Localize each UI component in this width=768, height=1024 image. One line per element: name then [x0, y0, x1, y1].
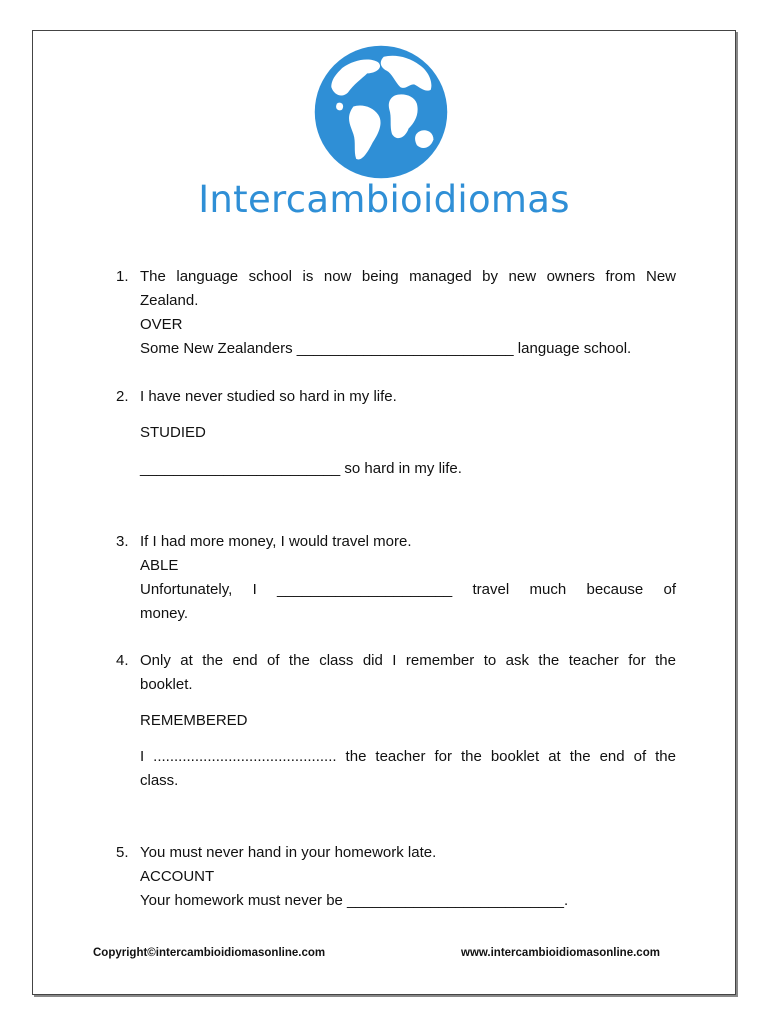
brand-name: Intercambioidiomas	[198, 178, 570, 221]
question-text: The language school is now being managed by new owners from New	[140, 268, 676, 285]
copyright-text: Copyright©intercambioidiomasonline.com	[93, 947, 326, 959]
keyword: ACCOUNT	[140, 868, 215, 885]
answer-line: ________________________ so hard in my life.	[140, 460, 462, 477]
question-text: I have never studied so hard in my life.	[140, 388, 397, 405]
question-text: You must never hand in your homework late.	[140, 844, 437, 861]
question-text: Only at the end of the class did I remember to ask the teacher for the	[140, 652, 676, 669]
question-number: 3.	[116, 533, 129, 550]
question-number: 4.	[116, 652, 129, 669]
answer-line-cont: class.	[140, 772, 179, 789]
answer-line: Your homework must never be __________________________.	[140, 892, 569, 909]
website-link[interactable]: www.intercambioidiomasonline.com	[461, 947, 660, 959]
question-number: 5.	[116, 844, 129, 861]
keyword: REMEMBERED	[140, 712, 248, 729]
keyword: OVER	[140, 316, 183, 333]
question-number: 1.	[116, 268, 129, 285]
keyword: STUDIED	[140, 424, 206, 441]
answer-line: Some New Zealanders __________________________ language school.	[140, 340, 632, 357]
question-text-cont: booklet.	[140, 676, 193, 693]
answer-line: Unfortunately, I _____________________ travel much because of	[140, 581, 676, 598]
answer-line: I ............................................ the teacher for the booklet at the end of the	[140, 748, 676, 765]
question-text-cont: Zealand.	[140, 292, 199, 309]
question-text: If I had more money, I would travel more.	[140, 533, 412, 550]
question-number: 2.	[116, 388, 129, 405]
globe-icon	[312, 43, 450, 181]
keyword: ABLE	[140, 557, 179, 574]
answer-line-cont: money.	[140, 605, 189, 622]
